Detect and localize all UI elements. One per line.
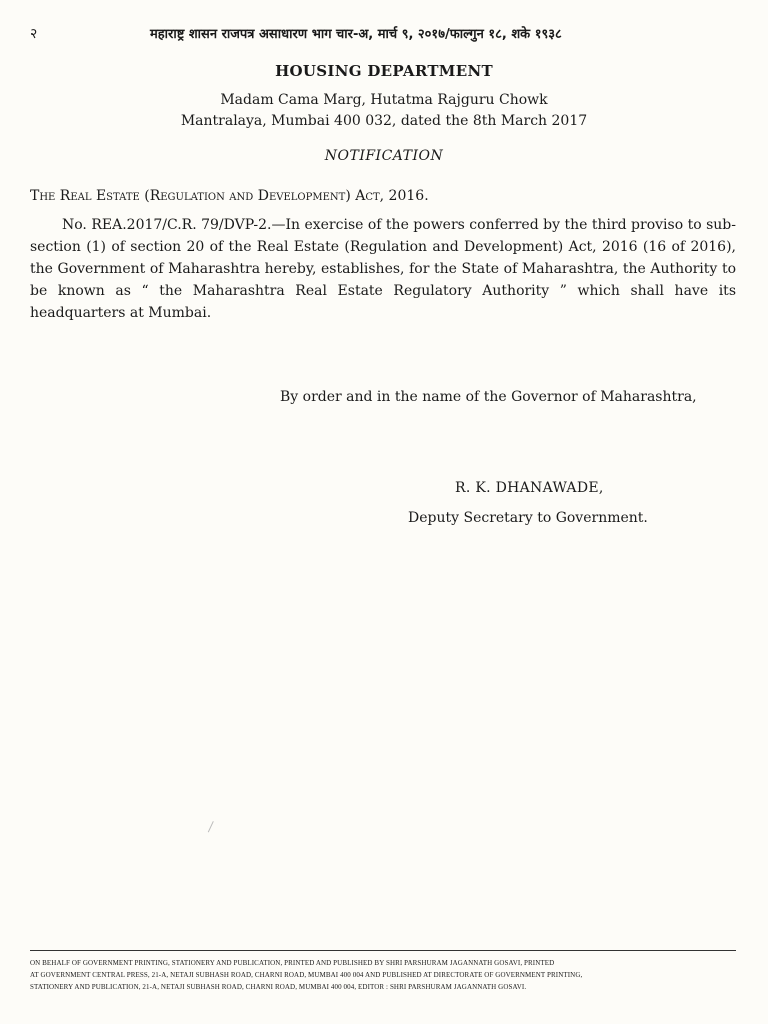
address-line-2: Mantralaya, Mumbai 400 032, dated the 8th March 2017 bbox=[180, 113, 588, 129]
imprint-line: ON BEHALF OF GOVERNMENT PRINTING, STATIONERY AND PUBLICATION, PRINTED AND PUBLISHED BY SHRI PARSHURAM JAGANNATH GOSAVI, PRINTED bbox=[30, 959, 555, 967]
notification-heading: NOTIFICATION bbox=[324, 148, 444, 164]
page-number: २ bbox=[30, 26, 38, 42]
signatory-designation: Deputy Secretary to Government. bbox=[408, 510, 648, 526]
footer-divider bbox=[30, 950, 736, 951]
scan-mark bbox=[208, 821, 219, 835]
order-line: By order and in the name of the Governor of Maharashtra, bbox=[280, 389, 697, 405]
notification-body: No. REA.2017/C.R. 79/DVP-2.—In exercise of the powers conferred by the third proviso to sub-section (1) of section 20 of the Real Estate (Regulation and Development) Act, 2016 (16 of 2016), the Government of Maharashtra hereby, establishes, for the State of Maharashtra, the Authority to be known as “ the Maharashtra Real Estate Regulatory Authority ” which shall have its headquarters at Mumbai. bbox=[30, 217, 736, 321]
gazette-running-header: महाराष्ट्र शासन राजपत्र असाधारण भाग चार-अ, मार्च ९, २०१७/फाल्गुन १८, शके १९३८ bbox=[150, 27, 562, 42]
imprint-line: AT GOVERNMENT CENTRAL PRESS, 21-A, NETAJI SUBHASH ROAD, CHARNI ROAD, MUMBAI 400 004 AND PUBLISHED AT DIRECTORATE OF GOVERNMENT PRINTING, bbox=[30, 971, 583, 979]
imprint-line: STATIONERY AND PUBLICATION, 21-A, NETAJI SUBHASH ROAD, CHARNI ROAD, MUMBAI 400 004, EDITOR : SHRI PARSHURAM JAGANNATH GOSAVI. bbox=[30, 983, 527, 991]
department-title: HOUSING DEPARTMENT bbox=[275, 62, 493, 80]
act-title: The Real Estate (Regulation and Development) Act, 2016. bbox=[30, 188, 429, 204]
signatory-name: R. K. DHANAWADE, bbox=[455, 480, 604, 496]
printer-imprint bbox=[30, 957, 740, 993]
address-line-1: Madam Cama Marg, Hutatma Rajguru Chowk bbox=[220, 92, 548, 108]
